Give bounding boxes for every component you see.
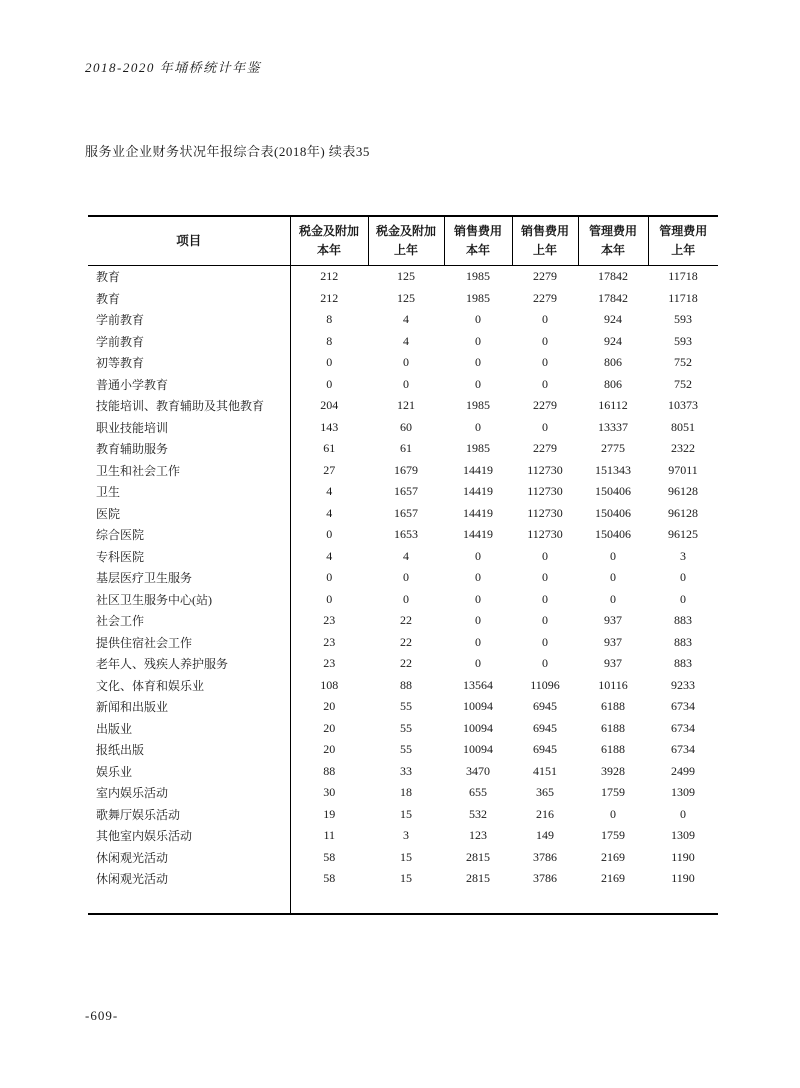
table-spacer [88, 890, 718, 914]
table-row [88, 395, 718, 417]
row-value: 150406 [595, 484, 631, 499]
row-value: 0 [475, 591, 481, 606]
row-value: 1679 [394, 462, 418, 477]
row-value: 58 [323, 849, 336, 864]
row-value: 30 [323, 785, 336, 800]
row-value: 0 [403, 570, 409, 585]
row-value: 937 [604, 656, 622, 671]
row-value: 532 [469, 806, 487, 821]
row-value: 883 [674, 613, 692, 628]
row-item: 初等教育 [88, 352, 290, 374]
row-item: 老年人、残疾人养护服务 [88, 653, 290, 675]
row-value: 0 [475, 355, 481, 370]
row-value: 0 [326, 527, 333, 542]
row-value: 212 [320, 269, 339, 284]
table-row [88, 718, 718, 740]
row-value: 1190 [671, 849, 695, 864]
row-item: 技能培训、教育辅助及其他教育 [88, 395, 290, 417]
row-value: 33 [400, 763, 412, 778]
row-value: 17842 [598, 269, 628, 284]
spacer-row [88, 890, 718, 914]
table-row [88, 589, 718, 611]
row-value: 752 [674, 376, 692, 391]
row-value: 11096 [530, 677, 560, 692]
row-value: 0 [610, 548, 616, 563]
row-value: 0 [680, 591, 686, 606]
row-value: 0 [475, 570, 481, 585]
row-value: 20 [323, 742, 336, 757]
row-item: 学前教育 [88, 309, 290, 331]
row-value: 9233 [671, 677, 695, 692]
row-value: 143 [320, 419, 339, 434]
row-item: 出版业 [88, 718, 290, 740]
table-row [88, 438, 718, 460]
row-item: 专科医院 [88, 546, 290, 568]
row-value: 88 [400, 677, 412, 692]
row-value: 112730 [527, 462, 563, 477]
row-value: 0 [326, 570, 333, 585]
column-header-item: 项目 [88, 216, 290, 266]
table-row [88, 782, 718, 804]
row-value: 150406 [595, 505, 631, 520]
row-value: 1653 [394, 527, 418, 542]
row-item: 社区卫生服务中心(站) [88, 589, 290, 611]
row-value: 23 [323, 656, 336, 671]
row-value: 0 [542, 548, 548, 563]
row-value: 11718 [668, 269, 698, 284]
column-header-line2: 本年 [316, 243, 341, 257]
column-header-line1: 销售费用 [453, 224, 502, 238]
row-value: 3 [403, 828, 409, 843]
row-value: 61 [323, 441, 336, 456]
row-value: 1759 [601, 828, 625, 843]
row-value: 4 [403, 548, 409, 563]
table-row [88, 825, 718, 847]
row-item: 社会工作 [88, 610, 290, 632]
table-title: 服务业企业财务状况年报综合表(2018年) 续表35 [85, 144, 370, 159]
row-value: 593 [674, 312, 692, 327]
row-value: 937 [604, 613, 622, 628]
page-number: -609- [85, 1008, 119, 1023]
row-item: 报纸出版 [88, 739, 290, 761]
row-item: 娱乐业 [88, 761, 290, 783]
table-row [88, 632, 718, 654]
row-value: 4151 [533, 763, 557, 778]
row-value: 3928 [601, 763, 625, 778]
row-value: 6945 [533, 720, 557, 735]
table-row [88, 417, 718, 439]
row-value: 22 [400, 656, 412, 671]
row-value: 15 [400, 849, 412, 864]
row-value: 23 [323, 613, 336, 628]
row-value: 97011 [668, 462, 698, 477]
row-value: 23 [323, 634, 336, 649]
row-value: 1309 [671, 785, 695, 800]
row-value: 2279 [533, 398, 557, 413]
table-row [88, 460, 718, 482]
row-value: 0 [542, 333, 548, 348]
row-value: 0 [475, 613, 481, 628]
row-value: 0 [610, 806, 616, 821]
row-value: 125 [397, 269, 415, 284]
row-value: 1985 [466, 441, 490, 456]
table-row [88, 546, 718, 568]
row-item: 教育辅助服务 [88, 438, 290, 460]
row-value: 0 [475, 376, 481, 391]
column-header-selling-prior [512, 216, 578, 266]
row-value: 2815 [466, 871, 490, 886]
table-row [88, 868, 718, 890]
row-item: 基层医疗卫生服务 [88, 567, 290, 589]
row-value: 14419 [463, 505, 493, 520]
table-row [88, 653, 718, 675]
row-value: 4 [403, 333, 409, 348]
column-header-line1: 税金及附加 [298, 224, 359, 238]
table-row [88, 288, 718, 310]
row-value: 10094 [463, 742, 493, 757]
row-value: 883 [674, 656, 692, 671]
column-header-line2: 上年 [532, 243, 557, 257]
row-value: 108 [320, 677, 339, 692]
row-value: 151343 [595, 462, 631, 477]
column-header-selling-current [444, 216, 512, 266]
row-value: 10094 [463, 699, 493, 714]
table-row [88, 739, 718, 761]
row-value: 4 [326, 484, 333, 499]
row-value: 14419 [463, 527, 493, 542]
table-row [88, 374, 718, 396]
row-value: 2322 [671, 441, 695, 456]
column-header-line2: 上年 [671, 243, 696, 257]
row-value: 0 [680, 570, 686, 585]
row-value: 4 [326, 505, 333, 520]
column-header-line1: 管理费用 [588, 224, 637, 238]
table-row [88, 503, 718, 525]
row-value: 924 [604, 312, 622, 327]
row-value: 0 [475, 548, 481, 563]
row-value: 2169 [601, 849, 625, 864]
row-value: 14419 [463, 484, 493, 499]
row-value: 212 [320, 290, 339, 305]
row-value: 10094 [463, 720, 493, 735]
row-value: 0 [403, 355, 409, 370]
row-value: 0 [542, 656, 548, 671]
row-value: 55 [400, 720, 412, 735]
row-value: 27 [323, 462, 336, 477]
row-value: 0 [475, 656, 481, 671]
row-value: 6188 [601, 720, 625, 735]
table-row [88, 761, 718, 783]
row-item: 新闻和出版业 [88, 696, 290, 718]
row-item: 歌舞厅娱乐活动 [88, 804, 290, 826]
row-value: 0 [475, 419, 481, 434]
row-value: 4 [326, 548, 333, 563]
row-value: 55 [400, 742, 412, 757]
row-value: 125 [397, 290, 415, 305]
table-row [88, 567, 718, 589]
row-item: 文化、体育和娱乐业 [88, 675, 290, 697]
row-value: 15 [400, 806, 412, 821]
row-value: 16112 [598, 398, 628, 413]
row-value: 0 [680, 806, 686, 821]
table-head [88, 216, 718, 266]
row-value: 4 [403, 312, 409, 327]
row-value: 1985 [466, 398, 490, 413]
row-value: 6945 [533, 699, 557, 714]
row-value: 2499 [671, 763, 695, 778]
column-header-line2: 本年 [600, 243, 625, 257]
table-row [88, 331, 718, 353]
row-item: 普通小学教育 [88, 374, 290, 396]
table-row [88, 309, 718, 331]
row-item: 职业技能培训 [88, 417, 290, 439]
row-value: 112730 [527, 505, 563, 520]
row-value: 15 [400, 871, 412, 886]
row-value: 10116 [598, 677, 628, 692]
financial-table [88, 215, 718, 915]
row-value: 0 [542, 634, 548, 649]
row-value: 6734 [671, 720, 695, 735]
header-row [88, 216, 718, 266]
row-value: 0 [475, 333, 481, 348]
column-header-tax-current [290, 216, 368, 266]
row-value: 0 [542, 570, 548, 585]
row-value: 6188 [601, 742, 625, 757]
row-value: 61 [400, 441, 412, 456]
row-value: 0 [326, 376, 333, 391]
row-value: 3786 [533, 849, 557, 864]
row-item: 提供住宿社会工作 [88, 632, 290, 654]
row-value: 0 [542, 419, 548, 434]
row-item: 室内娱乐活动 [88, 782, 290, 804]
row-value: 204 [320, 398, 339, 413]
row-value: 6188 [601, 699, 625, 714]
table-container [88, 215, 718, 915]
row-item: 教育 [88, 266, 290, 288]
row-value: 11 [323, 828, 336, 843]
row-value: 96125 [668, 527, 698, 542]
row-item: 卫生和社会工作 [88, 460, 290, 482]
row-value: 149 [536, 828, 554, 843]
row-value: 1657 [394, 505, 418, 520]
row-value: 752 [674, 355, 692, 370]
table-row [88, 696, 718, 718]
row-value: 19 [323, 806, 336, 821]
row-item: 学前教育 [88, 331, 290, 353]
table-row [88, 610, 718, 632]
row-value: 0 [610, 591, 616, 606]
row-value: 121 [397, 398, 415, 413]
row-value: 1759 [601, 785, 625, 800]
row-value: 3786 [533, 871, 557, 886]
row-value: 20 [323, 699, 336, 714]
row-value: 883 [674, 634, 692, 649]
row-value: 593 [674, 333, 692, 348]
row-value: 1190 [671, 871, 695, 886]
row-item: 教育 [88, 288, 290, 310]
row-value: 55 [400, 699, 412, 714]
row-value: 20 [323, 720, 336, 735]
row-value: 13337 [598, 419, 628, 434]
table-row [88, 481, 718, 503]
row-value: 2775 [601, 441, 625, 456]
row-value: 3 [680, 548, 686, 563]
row-value: 10373 [668, 398, 698, 413]
table-row [88, 524, 718, 546]
table-row [88, 847, 718, 869]
table-row [88, 804, 718, 826]
column-header-admin-prior [648, 216, 718, 266]
row-item: 医院 [88, 503, 290, 525]
row-value: 937 [604, 634, 622, 649]
row-value: 216 [536, 806, 554, 821]
row-value: 96128 [668, 484, 698, 499]
row-value: 96128 [668, 505, 698, 520]
row-item: 卫生 [88, 481, 290, 503]
row-value: 112730 [527, 484, 563, 499]
row-value: 0 [326, 355, 333, 370]
row-value: 806 [604, 355, 622, 370]
row-value: 0 [542, 355, 548, 370]
row-value: 8 [326, 333, 333, 348]
column-header-line1: 税金及附加 [375, 224, 436, 238]
row-value: 2279 [533, 290, 557, 305]
table-row [88, 266, 718, 288]
row-value: 6945 [533, 742, 557, 757]
row-value: 14419 [463, 462, 493, 477]
row-value: 0 [542, 312, 548, 327]
row-item: 休闲观光活动 [88, 847, 290, 869]
row-value: 0 [326, 591, 333, 606]
row-value: 655 [469, 785, 487, 800]
row-value: 0 [610, 570, 616, 585]
row-value: 1985 [466, 290, 490, 305]
row-value: 1309 [671, 828, 695, 843]
spacer-value-cell [290, 890, 718, 914]
column-header-admin-current [578, 216, 648, 266]
column-header-line2: 上年 [393, 243, 418, 257]
row-value: 88 [323, 763, 336, 778]
row-value: 0 [475, 634, 481, 649]
row-value: 11718 [668, 290, 698, 305]
row-value: 1657 [394, 484, 418, 499]
row-value: 806 [604, 376, 622, 391]
row-value: 1985 [466, 269, 490, 284]
row-value: 8051 [671, 419, 695, 434]
row-value: 3470 [466, 763, 490, 778]
row-value: 18 [400, 785, 412, 800]
column-header-tax-prior [368, 216, 444, 266]
row-value: 2279 [533, 269, 557, 284]
row-value: 0 [542, 376, 548, 391]
row-item: 其他室内娱乐活动 [88, 825, 290, 847]
row-value: 6734 [671, 699, 695, 714]
table-row [88, 352, 718, 374]
row-value: 2815 [466, 849, 490, 864]
row-value: 365 [536, 785, 554, 800]
row-value: 58 [323, 871, 336, 886]
row-value: 924 [604, 333, 622, 348]
row-value: 17842 [598, 290, 628, 305]
spacer-item-cell [88, 890, 290, 914]
row-value: 22 [400, 634, 412, 649]
row-value: 123 [469, 828, 487, 843]
row-value: 0 [542, 591, 548, 606]
row-value: 13564 [463, 677, 493, 692]
row-value: 2169 [601, 871, 625, 886]
row-value: 0 [403, 376, 409, 391]
row-value: 60 [400, 419, 412, 434]
row-value: 22 [400, 613, 412, 628]
column-header-line2: 本年 [465, 243, 490, 257]
row-value: 0 [475, 312, 481, 327]
row-item: 休闲观光活动 [88, 868, 290, 890]
table-row [88, 675, 718, 697]
column-header-line1: 销售费用 [520, 224, 569, 238]
yearbook-header: 2018-2020 年埇桥统计年鉴 [85, 60, 262, 75]
row-value: 0 [542, 613, 548, 628]
row-value: 0 [403, 591, 409, 606]
row-value: 8 [326, 312, 333, 327]
row-value: 112730 [527, 527, 563, 542]
column-header-line1: 管理费用 [659, 224, 708, 238]
row-item: 综合医院 [88, 524, 290, 546]
table-body [88, 266, 718, 890]
row-value: 150406 [595, 527, 631, 542]
row-value: 6734 [671, 742, 695, 757]
row-value: 2279 [533, 441, 557, 456]
